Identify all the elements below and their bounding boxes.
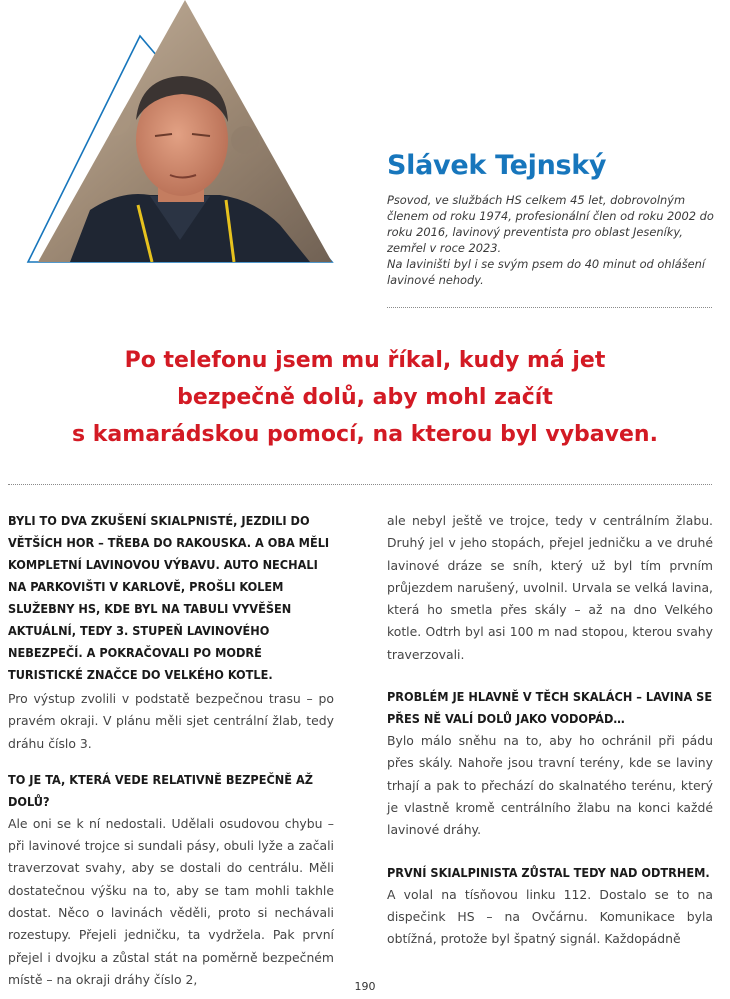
article-paragraph: A volal na tísňovou linku 112. Dostalo se to na dispečink HS – na Ovčárnu. Komunikace byla obtížná, protože byl špatný signál. Každopádně xyxy=(387,886,713,947)
dotted-divider xyxy=(387,307,712,308)
article-column-right xyxy=(387,510,713,950)
bio-paragraph: Na laviništi byl i se svým psem do 40 minut od ohlášení lavinové nehody. xyxy=(387,257,706,287)
article-column-left xyxy=(8,510,334,991)
portrait-photo xyxy=(20,0,340,270)
interview-question: TO JE TA, KTERÁ VEDE RELATIVNĚ BEZPEČNĚ AŽ DOLŮ? xyxy=(8,771,313,809)
article-lead: BYLI TO DVA ZKUŠENÍ SKIALPNISTÉ, JEZDILI DO VĚTŠÍCH HOR – TŘEBA DO RAKOUSKA. A OBA MĚLI KOMPLETNÍ LAVINOVOU VÝBAVU. AUTO NECHALI NA PARKOVIŠTI V KARLOVĚ, PROŠLI KOLEM SLUŽEBNY HS, KDE BYL NA TABULI VYVĚŠEN AKTUÁLNÍ, TEDY 3. STUPEŇ LAVINOVÉHO NEBEZPEČÍ. A POKRAČOVALI PO MODRÉ TURISTICKÉ ZNAČCE DO VELKÉHO KOTLE. xyxy=(8,513,330,682)
article-paragraph: ale nebyl ještě ve trojce, tedy v centrálním žlabu. Druhý jel v jeho stopách, přejel jedničku a ve druhé lavinové dráze se sníh, který už byl tím prvním průjezdem narušený, uvolnil. Urvala se velká lavina, která ho smetla přes skály – až na dno Velkého kotle. Odtrh byl asi 100 m nad stopou, kterou svahy traverzovali. xyxy=(387,513,713,662)
page-number: 190 xyxy=(354,980,376,993)
article-paragraph: Bylo málo sněhu na to, aby ho ochránil při pádu přes skály. Nahoře jsou travní terény, kde se laviny trhají a pak to přechází do skalnatého terénu, který je vlastně kromě centrálního žlabu na konci každé lavinové dráhy. xyxy=(387,733,713,838)
article-paragraph: Pro výstup zvolili v podstatě bezpečnou trasu – po pravém okraji. V plánu měli sjet centrální žlab, tedy dráhu číslo 3. xyxy=(8,691,334,751)
pull-quote xyxy=(20,342,710,453)
article-paragraph: Ale oni se k ní nedostali. Udělali osudovou chybu – při lavinové trojce si sundali pásy, obuli lyže a začali traverzovat svahy, aby se dostali do centrálu. Měli dostatečnou výšku na to, aby se tam mohli takhle dostat. Něco o lavinách věděli, proto si nechávali rozestupy. Přejeli jedničku, ta vydržela. Pak první přejel i dvojku a zůstal stát na poměrně bezpečném místě – na okraji dráhy číslo 2, xyxy=(8,815,334,987)
pull-quote-line: bezpečně dolů, aby mohl začít xyxy=(177,385,553,410)
person-bio xyxy=(387,192,717,288)
pull-quote-line: s kamarádskou pomocí, na kterou byl vybaven. xyxy=(72,422,658,447)
pull-quote-line: Po telefonu jsem mu říkal, kudy má jet xyxy=(124,348,606,373)
person-name: Slávek Tejnský xyxy=(387,150,607,181)
interview-question: PROBLÉM JE HLAVNĚ V TĚCH SKALÁCH – LAVINA SE PŘES NĚ VALÍ DOLŮ JAKO VODOPÁD… xyxy=(387,689,713,727)
bio-paragraph: Psovod, ve službách HS celkem 45 let, dobrovolným členem od roku 1974, profesionální člen od roku 2002 do roku 2016, lavinový preventista pro oblast Jeseníky, zemřel v roce 2023. xyxy=(387,193,714,255)
interview-question: PRVNÍ SKIALPINISTA ZŮSTAL TEDY NAD ODTRHEM. xyxy=(387,864,710,880)
dotted-divider xyxy=(8,484,712,485)
